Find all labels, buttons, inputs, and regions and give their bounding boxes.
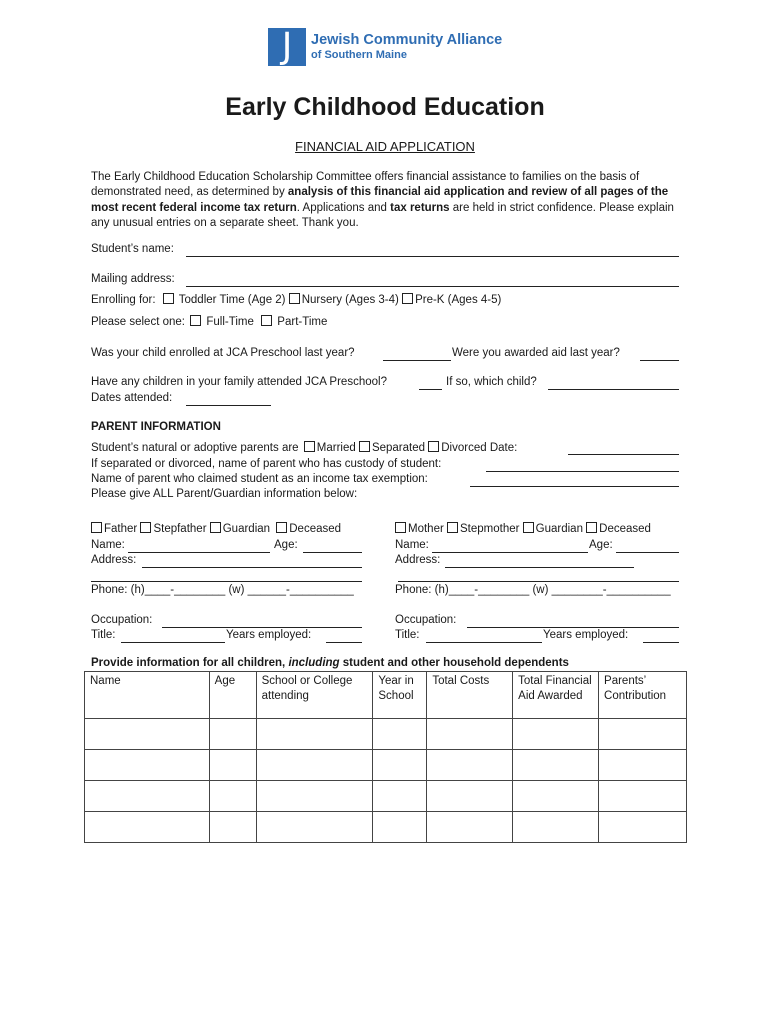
parttime-checkbox[interactable]: [261, 315, 272, 326]
left-name-field[interactable]: [128, 552, 270, 553]
separated-checkbox[interactable]: [359, 441, 370, 452]
mailing-address-field[interactable]: [186, 286, 679, 287]
fulltime-checkbox[interactable]: [190, 315, 201, 326]
dates-attended-label: Dates attended:: [91, 392, 173, 404]
stepfather-checkbox[interactable]: [140, 522, 151, 533]
marital-status-row: Student’s natural or adoptive parents are Married Separated Divorced Date:: [91, 442, 518, 454]
schedule-row: Please select one: Full-Time Part-Time: [91, 316, 328, 328]
page-title: Early Childhood Education: [225, 93, 545, 121]
other-children-field[interactable]: [419, 389, 442, 390]
right-address-field[interactable]: [445, 567, 634, 568]
right-occupation-field[interactable]: [467, 627, 679, 628]
right-name-label: Name:: [395, 539, 429, 551]
which-child-label: If so, which child?: [446, 376, 537, 388]
right-occupation-label: Occupation:: [395, 614, 457, 626]
logo-mark: J: [268, 28, 306, 66]
claimed-field[interactable]: [470, 486, 679, 487]
right-title-label: Title:: [395, 629, 420, 641]
form-subtitle: FINANCIAL AID APPLICATION: [295, 139, 475, 154]
col-contribution-header: Parents’ Contribution: [599, 672, 687, 719]
father-checkbox[interactable]: [91, 522, 102, 533]
right-age-field[interactable]: [616, 552, 679, 553]
prek-checkbox[interactable]: [402, 293, 413, 304]
left-years-field[interactable]: [326, 642, 362, 643]
table-row[interactable]: [85, 750, 687, 781]
right-name-field[interactable]: [432, 552, 588, 553]
married-checkbox[interactable]: [304, 441, 315, 452]
claimed-label: Name of parent who claimed student as an income tax exemption:: [91, 473, 428, 485]
enrolling-for-row: Enrolling for: Toddler Time (Age 2) Nursery (Ages 3-4) Pre-K (Ages 4-5): [91, 294, 502, 306]
mother-options-row: Mother Stepmother Guardian Deceased: [395, 522, 651, 535]
col-year-header: Year in School: [373, 672, 427, 719]
deceased-left-checkbox[interactable]: [276, 522, 287, 533]
left-age-label: Age:: [274, 539, 298, 551]
dates-attended-field[interactable]: [186, 405, 271, 406]
left-address-field[interactable]: [142, 567, 362, 568]
student-name-field[interactable]: [186, 256, 679, 257]
left-occupation-field[interactable]: [162, 627, 362, 628]
col-school-header: School or College attending: [256, 672, 373, 719]
father-options-row: Father Stepfather Guardian Deceased: [91, 522, 341, 535]
children-heading: Provide information for all children, including student and other household dependents: [91, 657, 569, 669]
left-title-label: Title:: [91, 629, 116, 641]
left-name-label: Name:: [91, 539, 125, 551]
guardian-left-checkbox[interactable]: [210, 522, 221, 533]
guardian-right-checkbox[interactable]: [523, 522, 534, 533]
parent-info-heading: PARENT INFORMATION: [91, 421, 221, 433]
intro-paragraph: The Early Childhood Education Scholarship Committee offers financial assistance to families on the basis of demonstrated need, as determined by analysis of this financial aid application and review of all pages of the most recent federal income tax return. Applications and tax returns are held in strict confidence. Please explain any unusual entries on a separate sheet. Thank you.: [91, 171, 674, 229]
custody-label: If separated or divorced, name of parent who has custody of student:: [91, 458, 442, 470]
awarded-aid-label: Were you awarded aid last year?: [452, 347, 620, 359]
right-address-field-2[interactable]: [398, 581, 679, 582]
stepmother-checkbox[interactable]: [447, 522, 458, 533]
deceased-right-checkbox[interactable]: [586, 522, 597, 533]
left-age-field[interactable]: [303, 552, 362, 553]
right-title-field[interactable]: [426, 642, 542, 643]
right-phone[interactable]: Phone: (h)____-________ (w) ________-__________: [395, 584, 671, 596]
col-costs-header: Total Costs: [427, 672, 513, 719]
table-row[interactable]: [85, 719, 687, 750]
custody-field[interactable]: [486, 471, 679, 472]
enrolled-jca-field[interactable]: [383, 360, 451, 361]
col-aid-header: Total Financial Aid Awarded: [513, 672, 599, 719]
enrolled-jca-label: Was your child enrolled at JCA Preschool last year?: [91, 347, 355, 359]
give-all-label: Please give ALL Parent/Guardian information below:: [91, 488, 358, 500]
left-title-field[interactable]: [121, 642, 225, 643]
divorce-date-field[interactable]: [568, 454, 679, 455]
table-row[interactable]: [85, 781, 687, 812]
right-age-label: Age:: [589, 539, 613, 551]
toddler-checkbox[interactable]: [163, 293, 174, 304]
left-years-label: Years employed:: [226, 629, 312, 641]
awarded-aid-field[interactable]: [640, 360, 679, 361]
other-children-label: Have any children in your family attended JCA Preschool?: [91, 376, 387, 388]
logo-subname: of Southern Maine: [311, 49, 407, 61]
col-age-header: Age: [209, 672, 256, 719]
table-row[interactable]: [85, 812, 687, 843]
col-name-header: Name: [85, 672, 210, 719]
mother-checkbox[interactable]: [395, 522, 406, 533]
left-address-label: Address:: [91, 554, 137, 566]
logo-name: Jewish Community Alliance: [311, 32, 503, 48]
left-address-field-2[interactable]: [91, 581, 362, 582]
left-phone[interactable]: Phone: (h)____-________ (w) ______-__________: [91, 584, 354, 596]
student-name-label: Student’s name:: [91, 243, 174, 255]
children-table: [84, 671, 687, 843]
right-years-label: Years employed:: [543, 629, 629, 641]
right-years-field[interactable]: [643, 642, 679, 643]
which-child-field[interactable]: [548, 389, 679, 390]
nursery-checkbox[interactable]: [289, 293, 300, 304]
mailing-address-label: Mailing address:: [91, 273, 175, 285]
divorced-checkbox[interactable]: [428, 441, 439, 452]
left-occupation-label: Occupation:: [91, 614, 153, 626]
right-address-label: Address:: [395, 554, 441, 566]
table-header-row: [85, 672, 687, 719]
